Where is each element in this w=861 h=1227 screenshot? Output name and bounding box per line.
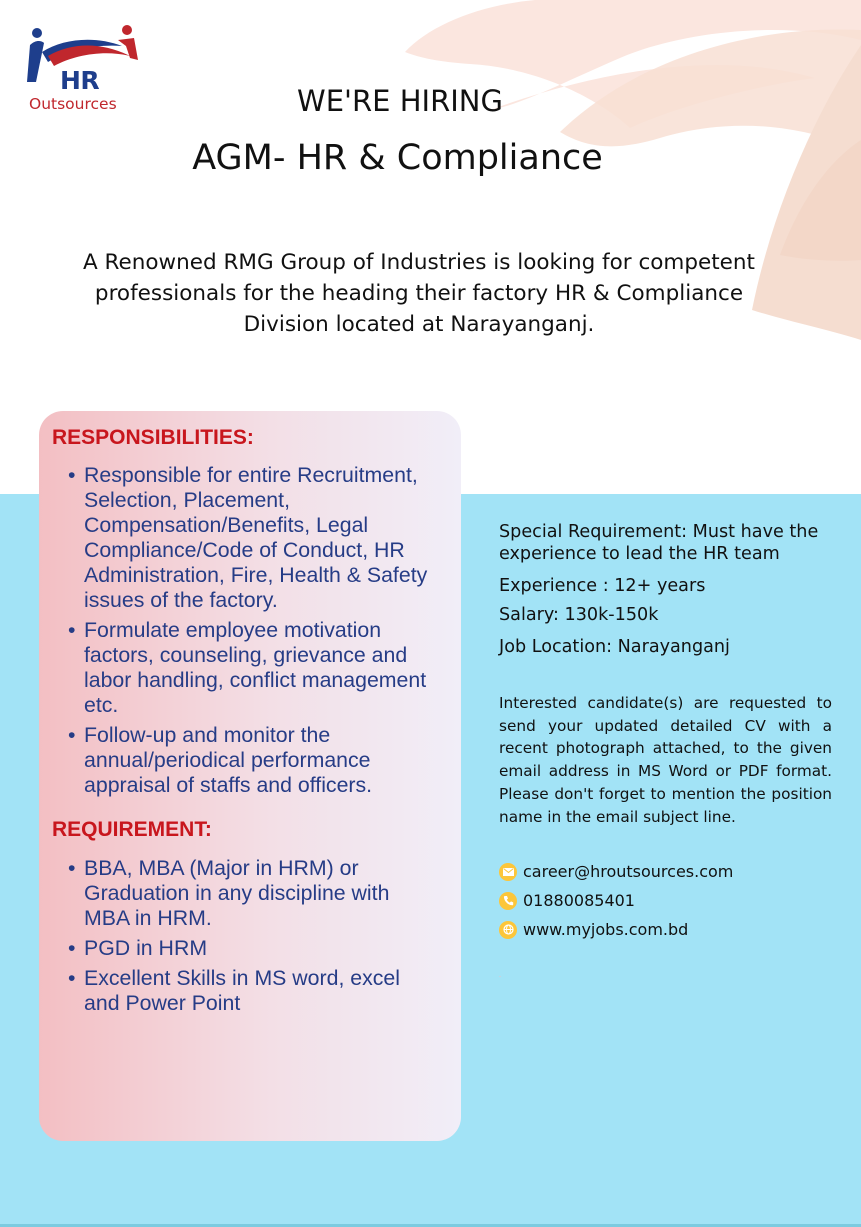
apply-note: Interested candidate(s) are requested to send your updated detailed CV with a recent photograph attached, to the given email address in MS Word or PDF format. Please don't forget to mention the position name in the email subject line. (499, 694, 832, 826)
salary-text: Salary: 130k-150k (499, 605, 659, 625)
intro-text: A Renowned RMG Group of Industries is looking for competent professionals for the heading their factory HR & Compliance Division located at Narayanganj. (83, 250, 755, 337)
website-link[interactable]: www.myjobs.com.bd (523, 920, 689, 939)
job-title: AGM- HR & Compliance (192, 138, 603, 178)
experience-text: Experience : 12+ years (499, 576, 706, 596)
stray-dot (499, 976, 501, 977)
phone-number[interactable]: 01880085401 (523, 891, 635, 910)
phone-icon (499, 892, 517, 910)
responsibilities-list (68, 463, 440, 803)
list-item: • Formulate employee motivation factors, counseling, grievance and labor handling, conflict management etc. (68, 618, 427, 717)
list-item: • PGD in HRM (68, 936, 208, 960)
list-item: • Follow-up and monitor the annual/periodical performance appraisal of staffs and officers. (68, 723, 373, 797)
list-item: • Responsible for entire Recruitment, Selection, Placement, Compensation/Benefits, Legal Compliance/Code of Conduct, HR Administration, Fire, Health & Safety issues of the factory. (68, 463, 428, 612)
contact-website[interactable] (499, 920, 688, 939)
contact-email[interactable] (499, 862, 733, 881)
logo-hr-text: HR (60, 66, 100, 95)
logo-outsources-text: Outsources (29, 95, 117, 113)
special-requirement: Special Requirement: Must have the experience to lead the HR team (499, 522, 819, 564)
location-text: Job Location: Narayanganj (499, 637, 730, 657)
responsibilities-heading: RESPONSIBILITIES: (52, 426, 254, 449)
email-link[interactable]: career@hroutsources.com (523, 862, 734, 881)
contact-phone[interactable] (499, 891, 635, 910)
list-item: • BBA, MBA (Major in HRM) or Graduation in any discipline with MBA in HRM. (68, 856, 390, 930)
list-item: • Excellent Skills in MS word, excel and Power Point (68, 966, 401, 1015)
requirement-heading: REQUIREMENT: (52, 818, 212, 841)
envelope-icon (499, 863, 517, 881)
requirement-list (68, 856, 440, 1021)
hiring-heading: WE'RE HIRING (297, 84, 503, 118)
globe-icon (499, 921, 517, 939)
